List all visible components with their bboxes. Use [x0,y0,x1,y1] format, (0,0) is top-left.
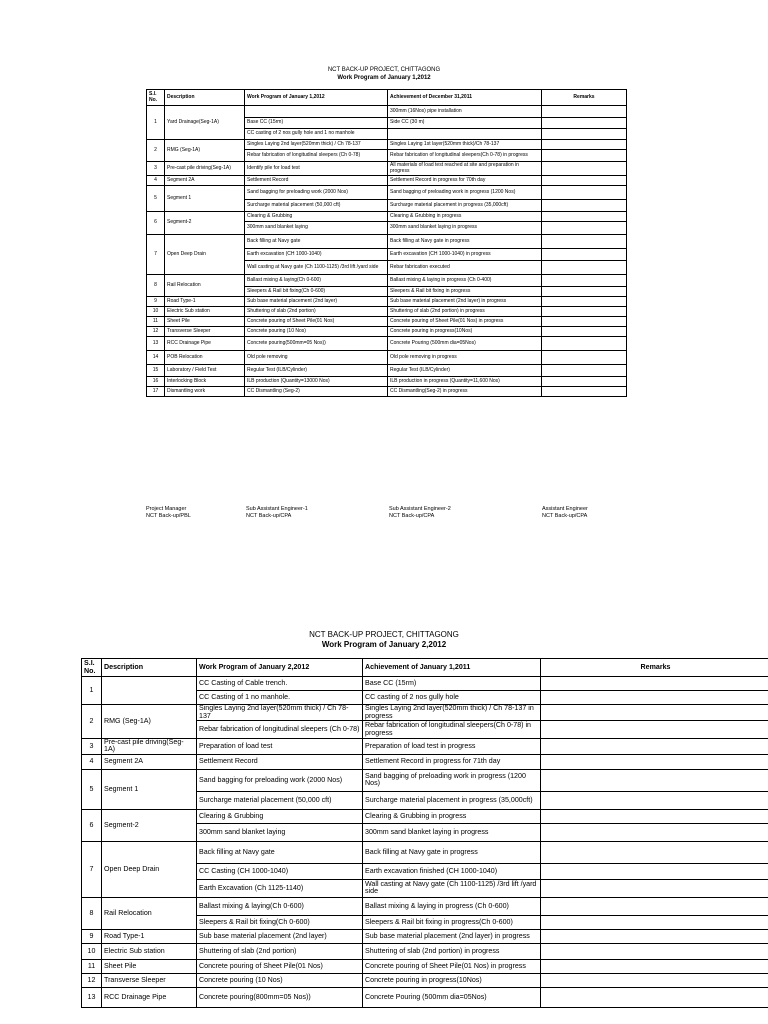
table-row [147,377,627,387]
row-remarks [542,176,627,186]
table-row [82,769,768,791]
signature-block [542,506,588,520]
row-achievement [388,129,542,140]
row-achievement: Base CC (15rm) [363,677,541,691]
row-work-program: Rebar fabrication of longitudinal sleepers (Ch 0-78) [245,150,388,162]
row-description: RMG (Seg-1A) [102,705,197,739]
row-remarks [541,677,768,691]
table-row [82,677,768,691]
row-description: Rail Relocation [102,897,197,929]
row-remarks [541,915,768,929]
table-row [147,351,627,365]
row-work-program: CC Dismantling (Seg-2) [245,387,388,397]
row-achievement: All materials of load test reached at site and preparation in progress [388,162,542,176]
row-work-program: Earth excavation (CH 1000-1040) [245,249,388,261]
header-sl-no: S.I. No. [82,659,102,677]
row-description: Pre-cast pile driving(Seg-1A) [165,162,245,176]
row-sl-no: 10 [82,943,102,959]
row-achievement: Preparation of load test in progress [363,739,541,755]
header-work-program: Work Program of January 1,2012 [245,90,388,106]
row-achievement: Back filling at Navy gate in progress [363,841,541,863]
signature-role: Assistant Engineer [542,506,588,512]
row-description: Segment 1 [102,769,197,809]
row-sl-no: 3 [82,739,102,755]
row-remarks [541,705,768,721]
table-row [147,387,627,397]
row-sl-no: 7 [82,841,102,897]
row-work-program: Preparation of load test [197,739,363,755]
project-name: NCT BACK-UP PROJECT, CHITTAGONG [327,67,441,73]
row-sl-no: 4 [82,754,102,769]
row-remarks [542,150,627,162]
row-description: Electric Sub station [165,307,245,317]
row-achievement: Settlement Record in progress for 70th day [388,176,542,186]
table-row [147,275,627,287]
row-sl-no: 4 [147,176,165,186]
row-work-program: Shuttering of slab (2nd portion) [245,307,388,317]
row-achievement: Earth excavation finished (CH 1000-1040) [363,863,541,879]
row-description: Transverse Sleeper [102,973,197,987]
signature-block [389,506,451,520]
sheet-title: Work Program of January 1,2012 [337,75,431,81]
row-achievement: Sub base material placement (2nd layer) in progress [388,297,542,307]
row-sl-no: 14 [147,351,165,365]
row-remarks [542,261,627,275]
table-row [82,973,768,987]
table-row [147,337,627,351]
row-work-program: Earth Excavation (Ch 1125-1140) [197,879,363,897]
header-description: Description [102,659,197,677]
row-remarks [542,140,627,150]
row-remarks [542,222,627,235]
row-description: Transverse Sleeper [165,327,245,337]
row-work-program: 300mm sand blanket laying [197,823,363,841]
row-remarks [541,879,768,897]
row-work-program [245,106,388,118]
row-remarks [541,943,768,959]
row-description: RMG (Seg-1A) [165,140,245,162]
signature-role: Sub Assistant Engineer-2 [389,506,451,512]
row-sl-no: 13 [82,987,102,1007]
row-work-program: CC casting of 2 nos gully hole and 1 no manhole [245,129,388,140]
row-description: Dismantling work [165,387,245,397]
row-remarks [542,129,627,140]
table-row [147,317,627,327]
row-achievement: Sleepers & Rail bit fixing in progress(Ch 0-600) [363,915,541,929]
table-row [82,929,768,943]
signature-role: Sub Assistant Engineer-1 [246,506,308,512]
row-description: Open Deep Drain [165,235,245,275]
row-sl-no: 2 [147,140,165,162]
row-work-program: Base CC (15rm) [245,118,388,129]
table-row [147,365,627,377]
table-row [147,140,627,150]
row-achievement: Concrete Pouring (500mm dia=05Nos) [388,337,542,351]
table-row [147,162,627,176]
row-achievement: Ballast mixing & laying in progress (Ch 0-400) [388,275,542,287]
row-description: RCC Drainage Pipe [165,337,245,351]
row-remarks [541,863,768,879]
row-work-program: Surcharge material placement (50,000 cft) [245,200,388,212]
table-row [82,841,768,863]
row-description: Sheet Pile [165,317,245,327]
row-achievement: Sand bagging of preloading work in progress (1200 Nos) [388,186,542,200]
row-work-program: Sub base material placement (2nd layer) [197,929,363,943]
table-row [82,987,768,1007]
row-achievement: Singles Laying 1st layer(520mm thick)/Ch 78-137 [388,140,542,150]
row-sl-no: 15 [147,365,165,377]
row-achievement: ILB production in progress (Quantity=11,600 Nos) [388,377,542,387]
row-remarks [541,897,768,915]
row-achievement: Clearing & Grubbing in progress [363,809,541,823]
table-row [147,327,627,337]
table-row [82,897,768,915]
row-work-program: Identify pile for load test [245,162,388,176]
row-work-program: Sand bagging for preloading work (2000 Nos) [245,186,388,200]
row-sl-no: 7 [147,235,165,275]
row-work-program: Sleepers & Rail bit fixing(Ch 0-600) [245,287,388,297]
row-remarks [541,929,768,943]
row-sl-no: 13 [147,337,165,351]
table-row [147,235,627,249]
row-remarks [542,337,627,351]
row-description: Rail Relocation [165,275,245,297]
row-sl-no: 2 [82,705,102,739]
row-sl-no: 5 [82,769,102,809]
row-sl-no: 9 [147,297,165,307]
row-sl-no: 10 [147,307,165,317]
row-work-program: Concrete pouring (10 Nos) [197,973,363,987]
row-sl-no: 11 [82,959,102,973]
table-row [82,959,768,973]
header-remarks: Remarks [541,659,768,677]
header-work-program: Work Program of January 2,2012 [197,659,363,677]
row-remarks [542,351,627,365]
row-remarks [541,739,768,755]
row-description [102,677,197,705]
row-achievement: Back filling at Navy gate in progress [388,235,542,249]
table-row [82,754,768,769]
signature-org: NCT Back-up/CPA [389,512,435,519]
table-row [147,186,627,200]
row-description: RCC Drainage Pipe [102,987,197,1007]
row-work-program: 300mm sand blanket laying [245,222,388,235]
row-achievement: Concrete pouring of Sheet Pile(01 Nos) in progress [388,317,542,327]
row-remarks [542,377,627,387]
row-remarks [542,106,627,118]
row-achievement: Sub base material placement (2nd layer) in progress [363,929,541,943]
row-work-program: CC Casting of 1 no manhole. [197,691,363,705]
project-name: NCT BACK-UP PROJECT, CHITTAGONG [309,630,459,639]
row-remarks [541,959,768,973]
row-remarks [542,327,627,337]
row-work-program: Ballast mixing & laying(Ch 0-600) [197,897,363,915]
work-program-table [146,89,627,397]
row-achievement: 300mm (16Nos) pipe installation [388,106,542,118]
row-achievement: Settlement Record in progress for 71th day [363,754,541,769]
row-work-program: Wall casting at Navy gate (Ch 1100-1125) /3rd lift /yard side [245,261,388,275]
row-achievement: Surcharge material placement in progress (35,000cft) [388,200,542,212]
row-description: POB Relocation [165,351,245,365]
row-work-program: Concrete pouring(800mm=05 Nos)) [197,987,363,1007]
row-remarks [542,275,627,287]
row-work-program: Settlement Record [245,176,388,186]
header-sl-no: S.I. No. [147,90,165,106]
row-sl-no: 1 [82,677,102,705]
row-work-program: Ballast mixing & laying(Ch 0-600) [245,275,388,287]
table-row [82,739,768,755]
row-description: Segment 2A [165,176,245,186]
row-work-program: Singles Laying 2nd layer(520mm thick) / Ch 78-137 [245,140,388,150]
row-achievement: Side CC (30 m) [388,118,542,129]
signature-block [146,506,191,520]
row-achievement: Rebar fabrication executed [388,261,542,275]
row-work-program: Singles Laying 2nd layer(520mm thick) / Ch 78-137 [197,705,363,721]
row-achievement: Concrete Pouring (500mm dia=05Nos) [363,987,541,1007]
row-sl-no: 3 [147,162,165,176]
header-achievement: Achievement of January 1,2011 [363,659,541,677]
row-achievement: 300mm sand blanket laying in progress [388,222,542,235]
row-achievement: Earth excavation (CH 1000-1040) in progress [388,249,542,261]
row-remarks [542,118,627,129]
row-sl-no: 1 [147,106,165,140]
header-remarks: Remarks [542,90,627,106]
row-sl-no: 8 [147,275,165,297]
row-achievement: Shuttering of slab (2nd portion) in progress [388,307,542,317]
row-achievement: CC casting of 2 nos gully hole [363,691,541,705]
row-work-program: Old pole removing [245,351,388,365]
table-row [147,307,627,317]
table-row [82,809,768,823]
row-description: Segment 2A [102,754,197,769]
row-remarks [542,297,627,307]
row-work-program: ILB production (Quantity=13000 Nos) [245,377,388,387]
row-remarks [541,987,768,1007]
row-achievement: Regular Test (ILB/Cylinder) [388,365,542,377]
table-row [147,297,627,307]
work-program-table [81,658,768,1008]
row-description: Segment-2 [102,809,197,841]
row-sl-no: 12 [82,973,102,987]
row-remarks [542,287,627,297]
row-remarks [541,973,768,987]
row-work-program: Shuttering of slab (2nd portion) [197,943,363,959]
row-sl-no: 8 [82,897,102,929]
row-description: Road Type-1 [102,929,197,943]
row-description: Road Type-1 [165,297,245,307]
signature-block [246,506,308,520]
row-remarks [542,365,627,377]
row-remarks [542,387,627,397]
row-remarks [542,186,627,200]
row-sl-no: 5 [147,186,165,212]
signature-org: NCT Back-up/PBL [146,512,191,519]
row-description: Laboratory / Field Test [165,365,245,377]
signature-org: NCT Back-up/CPA [246,512,292,519]
row-remarks [542,200,627,212]
row-achievement: Rebar fabrication of longitudinal sleepers(Ch 0-78) in progress [388,150,542,162]
row-sl-no: 17 [147,387,165,397]
row-description: Electric Sub station [102,943,197,959]
table-row [147,106,627,118]
table-row [147,176,627,186]
row-achievement: Singles Laying 2nd layer(520mm thick) / Ch 78-137 in progress [363,705,541,721]
row-achievement: Concrete pouring in progress(10Nos) [388,327,542,337]
row-work-program: CC Casting (CH 1000-1040) [197,863,363,879]
row-remarks [542,235,627,249]
row-remarks [541,691,768,705]
row-work-program: Clearing & Grubbing [245,212,388,222]
row-description: Sheet Pile [102,959,197,973]
row-work-program: Surcharge material placement (50,000 cft) [197,791,363,809]
row-remarks [541,754,768,769]
row-remarks [541,809,768,823]
row-work-program: Concrete pouring (10 Nos) [245,327,388,337]
row-description: Open Deep Drain [102,841,197,897]
header-description: Description [165,90,245,106]
table-row [82,943,768,959]
row-description: Pre-cast pile driving(Seg-1A) [102,739,197,755]
row-remarks [542,317,627,327]
row-sl-no: 9 [82,929,102,943]
row-remarks [541,841,768,863]
row-achievement: Shuttering of slab (2nd portion) in progress [363,943,541,959]
table-row [147,212,627,222]
row-sl-no: 16 [147,377,165,387]
row-work-program: Concrete pouring of Sheet Pile(01 Nos) [197,959,363,973]
row-description: Yard Drainage(Seg-1A) [165,106,245,140]
row-work-program: Clearing & Grubbing [197,809,363,823]
row-achievement: Sand bagging of preloading work in progress (1200 Nos) [363,769,541,791]
row-sl-no: 6 [147,212,165,235]
row-work-program: Concrete pouring(500mm=05 Nos)) [245,337,388,351]
row-sl-no: 6 [82,809,102,841]
row-work-program: CC Casting of Cable trench. [197,677,363,691]
row-achievement: Old pole removing in progress [388,351,542,365]
row-remarks [542,162,627,176]
row-work-program: Settlement Record [197,754,363,769]
row-work-program: Back filling at Navy gate [197,841,363,863]
row-description: Segment-2 [165,212,245,235]
row-remarks [541,823,768,841]
row-work-program: Sub base material placement (2nd layer) [245,297,388,307]
header-achievement: Achievement of December 31,2011 [388,90,542,106]
row-achievement: Concrete pouring of Sheet Pile(01 Nos) in progress [363,959,541,973]
sheet-title: Work Program of January 2,2012 [321,640,447,649]
row-description: Interlocking Block [165,377,245,387]
row-sl-no: 11 [147,317,165,327]
row-achievement: Sleepers & Rail bit fixing in progress [388,287,542,297]
row-remarks [542,212,627,222]
row-remarks [541,721,768,739]
row-work-program: Regular Test (ILB/Cylinder) [245,365,388,377]
row-work-program: Concrete pouring of Sheet Pile(01 Nos) [245,317,388,327]
row-achievement: Rebar fabrication of longitudinal sleepers(Ch 0-78) in progress [363,721,541,739]
row-achievement: Clearing & Grubbing in progress [388,212,542,222]
row-remarks [541,769,768,791]
table-row [82,705,768,721]
row-remarks [542,249,627,261]
row-remarks [541,791,768,809]
row-work-program: Sand bagging for preloading work (2000 Nos) [197,769,363,791]
signature-role: Project Manager [146,506,187,512]
row-achievement: CC Dismantling(Seg-2) in progress [388,387,542,397]
row-achievement: Surcharge material placement in progress (35,000cft) [363,791,541,809]
row-work-program: Rebar fabrication of longitudinal sleepers (Ch 0-78) [197,721,363,739]
signature-org: NCT Back-up/CPA [542,512,588,519]
row-achievement: Ballast mixing & laying in progress (Ch 0-600) [363,897,541,915]
row-sl-no: 12 [147,327,165,337]
row-work-program: Back filling at Navy gate [245,235,388,249]
row-description: Segment 1 [165,186,245,212]
row-achievement: Concrete pouring in progress(10Nos) [363,973,541,987]
row-achievement: Wall casting at Navy gate (Ch 1100-1125) /3rd lift /yard side [363,879,541,897]
row-achievement: 300mm sand blanket laying in progress [363,823,541,841]
row-remarks [542,307,627,317]
row-work-program: Sleepers & Rail bit fixing(Ch 0-600) [197,915,363,929]
